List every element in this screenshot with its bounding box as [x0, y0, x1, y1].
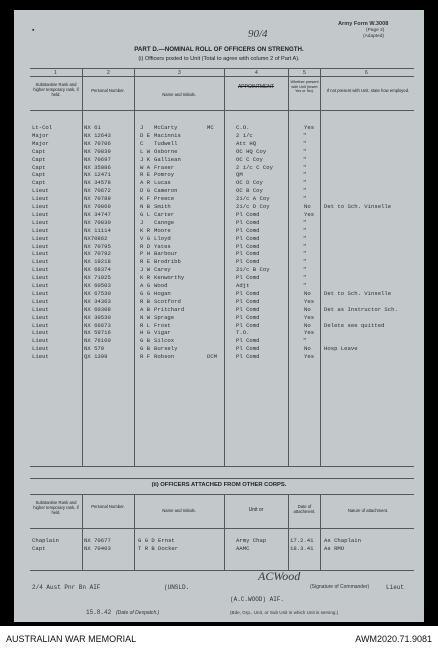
- cell-surname: Cameron: [154, 187, 178, 195]
- cell-surname: Lucas: [154, 179, 171, 187]
- cell-appointment: Pl Comd: [236, 210, 260, 218]
- cell-personal-number: NX 60503: [84, 282, 111, 289]
- cell-rank: Lieut: [32, 305, 49, 313]
- cell-initials: K R: [140, 226, 151, 234]
- header2-unit: Unit or: [248, 507, 264, 513]
- header2-personal-number: Personal Number.: [91, 504, 125, 509]
- cell-rank: Capt: [32, 147, 46, 155]
- cell-appointment: Pl Comd: [236, 234, 260, 242]
- cell-appointment: Pl Comd: [236, 313, 260, 321]
- cell-personal-number: NX 11114: [84, 226, 111, 234]
- cell-personal-number: NX 66673: [84, 321, 111, 329]
- cell-rank: Lt-Col: [32, 124, 53, 131]
- cell-personal-number: NX 70403: [84, 545, 111, 552]
- cell-present: Yes: [304, 297, 315, 305]
- cell-personal-number: NX 70789: [84, 195, 111, 203]
- footer-unit-name: 2/4 Aust Pnr Bn AIF: [32, 584, 101, 591]
- cell-initials: R E: [140, 171, 151, 179]
- cell-present: ": [303, 131, 307, 139]
- cell-rank: Lieut: [32, 234, 49, 242]
- cell-initials: L W: [140, 147, 151, 155]
- cell-rank: Lieut: [32, 282, 49, 289]
- cell-appointment: OC D Coy: [236, 179, 263, 187]
- footer-co-line: (A.C.WOOD) AIF.: [230, 596, 285, 603]
- cell-initials: V G: [140, 234, 151, 242]
- section2-title: (ii) OFFICERS ATTACHED FROM OTHER CORPS.: [151, 482, 287, 488]
- cell-surname: Pritchard: [154, 305, 185, 313]
- col-number-3: 3: [178, 70, 181, 76]
- cell-surname: Scotford: [154, 297, 181, 305]
- cell-surname: Moore: [154, 226, 171, 234]
- cell-present: ": [303, 139, 307, 147]
- cell-present: ": [303, 171, 307, 179]
- cell-rank: Lieut: [32, 203, 49, 210]
- cell-rank: Lieut: [32, 274, 49, 282]
- cell-present: ": [303, 218, 307, 226]
- cell-appointment: Pl Comd: [236, 353, 260, 361]
- cell-rank: Lieut: [32, 187, 49, 195]
- cell-rank: Lieut: [32, 218, 49, 226]
- cell-present: ": [303, 226, 307, 234]
- caption-institution: AUSTRALIAN WAR MEMORIAL: [6, 634, 137, 644]
- cell-appointment: QM: [236, 171, 243, 179]
- cell-rank: Lieut: [32, 250, 49, 258]
- cell-initials: D G: [140, 187, 151, 195]
- cell-initials: G B: [140, 337, 151, 345]
- cell-rank: Capt: [32, 171, 46, 179]
- cell-personal-number: NX 70697: [84, 155, 111, 163]
- cell-personal-number: NX 34363: [84, 297, 111, 305]
- cell-postnominal: DCM: [207, 353, 218, 361]
- cell-initials: D E: [140, 131, 151, 139]
- cell-nature: As Chaplain: [324, 537, 361, 544]
- cell-initials: R F: [140, 353, 151, 361]
- cell-initials: P H: [140, 250, 151, 258]
- cell-present: ": [303, 163, 307, 171]
- cell-appointment: OC B Coy: [236, 187, 263, 195]
- cell-initials: N B: [140, 203, 151, 210]
- cell-initials: G L: [140, 210, 151, 218]
- cell-present: ": [303, 266, 307, 274]
- cell-present: Yes: [304, 210, 315, 218]
- cell-personal-number: NX 59716: [84, 329, 111, 337]
- cell-surname: Preece: [154, 195, 175, 203]
- col-number-2: 2: [107, 70, 110, 76]
- cell-surname: Kenworthy: [154, 274, 185, 282]
- cell-initials: J K: [140, 155, 151, 163]
- cell-surname: Silcox: [154, 337, 175, 345]
- cell-rank: Lieut: [32, 266, 49, 274]
- cell-appointment: Pl Comd: [236, 321, 260, 329]
- cell-rank: Lieut: [32, 289, 49, 297]
- cell-present: ": [303, 234, 307, 242]
- cell-surname: Hogan: [154, 289, 171, 297]
- cell-surname: Lloyd: [154, 234, 171, 242]
- cell-personal-number: NX 76160: [84, 337, 111, 345]
- cell-present: ": [303, 274, 307, 282]
- cell-surname: Macinnis: [154, 131, 181, 139]
- cell-initials: G G: [140, 289, 151, 297]
- cell-unit: Army Chap: [236, 537, 267, 544]
- header-if-not-present: If not present with Unit, state how employed.: [326, 88, 410, 93]
- col-number-4: 4: [255, 70, 258, 76]
- cell-initials: K R: [140, 274, 151, 282]
- cell-appointment: Pl Comd: [236, 345, 260, 353]
- cell-present: No: [304, 345, 311, 353]
- form-adapted: (Adapted): [363, 34, 385, 39]
- cell-surname: Tudwell: [154, 139, 178, 147]
- cell-rank: Chaplain: [32, 537, 59, 544]
- document-sheet: [14, 10, 424, 622]
- cell-appointment: Pl Comd: [236, 305, 260, 313]
- header-personal-number: Personal Number.: [91, 88, 125, 93]
- cell-employed: Det as Instructor Sch.: [324, 305, 398, 313]
- cell-rank: Lieut: [32, 226, 49, 234]
- footer-date-label: (Date of Despatch.): [116, 610, 160, 616]
- cell-surname: Docker: [158, 545, 179, 552]
- cell-rank: Lieut: [32, 321, 49, 329]
- cell-surname: Fraser: [154, 163, 175, 171]
- cell-personal-number: NX 34578: [84, 179, 111, 187]
- cell-appointment: 2i/c B Coy: [236, 266, 270, 274]
- cell-appointment: Pl Comd: [236, 226, 260, 234]
- cell-appointment: 2i/c A Coy: [236, 195, 270, 203]
- cell-personal-number: NX 67530: [84, 289, 111, 297]
- part-title: PART D.—NOMINAL ROLL OF OFFICERS ON STRENGTH.: [134, 46, 304, 53]
- cell-surname: Robson: [154, 353, 175, 361]
- cell-rank: Capt: [32, 179, 46, 187]
- cell-employed: Hosp Leave: [324, 345, 358, 353]
- cell-appointment: 2 i/c C Coy: [236, 163, 273, 171]
- cell-present: No: [304, 305, 311, 313]
- cell-present: Yes: [304, 353, 315, 361]
- cell-appointment: Att HQ: [236, 139, 257, 147]
- form-name: Army Form W.3008: [338, 21, 389, 27]
- cell-appointment: Pl Comd: [236, 250, 260, 258]
- cell-surname: Pomroy: [154, 171, 175, 179]
- cell-personal-number: NX 19218: [84, 258, 111, 266]
- cell-rank: Lieut: [32, 353, 49, 361]
- cell-rank: Lieut: [32, 313, 49, 321]
- header2-nature: Nature of attachment.: [347, 508, 389, 513]
- cell-date: 17.2.41: [290, 537, 314, 544]
- cell-rank: Lieut: [32, 345, 49, 353]
- cell-initials: J: [140, 124, 144, 131]
- cell-surname: Bursely: [154, 345, 178, 353]
- handwritten-signature: ACWood: [258, 569, 301, 583]
- cell-appointment: 2 i/c: [236, 131, 253, 139]
- cell-appointment: Pl Comd: [236, 258, 260, 266]
- cell-rank: Lieut: [32, 242, 49, 250]
- col-number-6: 6: [365, 70, 368, 76]
- cell-present: Yes: [304, 329, 315, 337]
- cell-rank: Lieut: [32, 297, 49, 305]
- cell-personal-number: NX 61: [84, 124, 101, 131]
- cell-personal-number: NX 70795: [84, 242, 111, 250]
- cell-initials: R B: [140, 297, 151, 305]
- cell-surname: Osborne: [154, 147, 178, 155]
- section1-title: (i) Officers posted to Unit (Total to agree with column 2 of Part A).: [138, 56, 300, 62]
- footer-date: 15.8.42: [86, 609, 112, 616]
- cell-initials: C: [140, 139, 144, 147]
- archive-caption-bar: [0, 626, 438, 653]
- cell-surname: Yates: [154, 242, 171, 250]
- cell-employed: Det to Sch. Vinselle: [324, 289, 392, 297]
- cell-present: ": [303, 195, 307, 203]
- footer-unit-sig: (UNSLD.: [164, 584, 190, 591]
- col-number-5: 5: [303, 70, 306, 76]
- header2-name: Name and Initials.: [162, 508, 196, 513]
- cell-nature: As RMO: [324, 545, 345, 552]
- handwritten-ref: 90/4: [248, 28, 268, 40]
- cell-appointment: OC C Coy: [236, 155, 263, 163]
- cell-personal-number: NX 70839: [84, 147, 111, 155]
- cell-personal-number: NX 68374: [84, 266, 111, 274]
- cell-initials: J: [140, 218, 144, 226]
- cell-present: ": [303, 250, 307, 258]
- cell-present: Yes: [304, 124, 315, 131]
- form-page: (Page 2): [366, 28, 385, 33]
- cell-personal-number: NX 579: [84, 345, 105, 353]
- cell-personal-number: NX 30530: [84, 313, 111, 321]
- cell-present: ": [303, 337, 307, 345]
- cell-employed: Delete see quitted: [324, 321, 385, 329]
- cell-surname: Galliean: [154, 155, 181, 163]
- hole-mark: ▪: [32, 26, 35, 34]
- footer-bde-label: (Bde, Grp., Unit, or Sub Unit in which Unit is serving.): [230, 610, 339, 615]
- cell-surname: Wood: [154, 282, 168, 289]
- cell-initials: G G D: [138, 537, 155, 544]
- cell-personal-number: NX 60308: [84, 305, 111, 313]
- header-name: Name and Initials.: [162, 92, 196, 97]
- cell-personal-number: NX 34747: [84, 210, 111, 218]
- cell-appointment: T.O.: [236, 329, 250, 337]
- cell-present: ": [303, 258, 307, 266]
- cell-personal-number: NX 70677: [84, 537, 111, 544]
- col-number-1: 1: [54, 70, 57, 76]
- cell-initials: R D: [140, 242, 151, 250]
- cell-rank: Capt: [32, 545, 46, 552]
- cell-surname: Cannge: [154, 218, 175, 226]
- cell-surname: Brodribb: [154, 258, 181, 266]
- cell-rank: Lieut: [32, 329, 49, 337]
- cell-personal-number: NX 70672: [84, 187, 111, 195]
- cell-initials: K F: [140, 195, 151, 203]
- cell-rank: Capt: [32, 155, 46, 163]
- cell-personal-number: NX 35086: [84, 163, 111, 171]
- cell-present: ": [303, 282, 307, 289]
- cell-appointment: Pl Comd: [236, 218, 260, 226]
- cell-initials: A R: [140, 179, 151, 187]
- cell-initials: A G: [140, 282, 151, 289]
- cell-rank: Major: [32, 139, 49, 147]
- cell-initials: T R B: [138, 545, 155, 552]
- cell-initials: H G: [140, 329, 151, 337]
- cell-personal-number: NX70862: [84, 234, 108, 242]
- cell-appointment: Pl Comd: [236, 274, 260, 282]
- cell-initials: N W: [140, 313, 151, 321]
- cell-rank: Major: [32, 131, 49, 139]
- cell-date: 18.3.41: [290, 545, 314, 552]
- cell-initials: R L: [140, 321, 151, 329]
- cell-initials: R E: [140, 258, 151, 266]
- cell-appointment: Pl Comd: [236, 337, 260, 345]
- cell-appointment: Pl Comd: [236, 297, 260, 305]
- cell-present: ": [303, 155, 307, 163]
- cell-surname: Ernst: [158, 537, 175, 544]
- cell-initials: W A: [140, 163, 151, 171]
- cell-surname: Sprage: [154, 313, 175, 321]
- cell-initials: G B: [140, 345, 151, 353]
- cell-rank: Lieut: [32, 258, 49, 266]
- cell-employed: Det to Sch. Vinselle: [324, 203, 392, 210]
- cell-appointment: C.O.: [236, 124, 250, 131]
- cell-rank: Capt: [32, 163, 46, 171]
- header-rank: Substantive Rank and higher temporary rank, if held.: [33, 82, 79, 97]
- header2-date: Date of attachment.: [293, 504, 316, 514]
- cell-personal-number: NX 12471: [84, 171, 111, 179]
- cell-present: ": [303, 179, 307, 187]
- cell-present: No: [304, 321, 311, 329]
- cell-surname: Vigar: [154, 329, 171, 337]
- cell-present: No: [304, 203, 311, 210]
- cell-initials: J W: [140, 266, 151, 274]
- header2-rank: Substantive Rank and higher temporary rank, if held.: [33, 500, 79, 515]
- cell-initials: A B: [140, 305, 151, 313]
- cell-personal-number: NX 70869: [84, 203, 111, 210]
- cell-present: No: [304, 289, 311, 297]
- cell-present: ": [303, 187, 307, 195]
- cell-personal-number: QX 1399: [84, 353, 108, 361]
- cell-personal-number: NX 71025: [84, 274, 111, 282]
- cell-rank: Lieut: [32, 195, 49, 203]
- cell-appointment: Adjt: [236, 282, 250, 289]
- header-whether-present: Whether present with Unit (insert Yes or No).: [290, 80, 319, 93]
- cell-present: ": [303, 147, 307, 155]
- cell-surname: Carter: [154, 210, 175, 218]
- cell-personal-number: NX 70706: [84, 139, 111, 147]
- footer-sig-caption: (Signature of Commander): [310, 584, 370, 590]
- header-appointment: APPOINTMENT: [237, 84, 275, 90]
- cell-personal-number: NX 70830: [84, 218, 111, 226]
- cell-surname: Carey: [154, 266, 171, 274]
- cell-surname: Barbour: [154, 250, 178, 258]
- cell-surname: McCarty: [154, 124, 178, 131]
- cell-surname: Frost: [154, 321, 171, 329]
- cell-present: ": [303, 242, 307, 250]
- cell-surname: Smith: [154, 203, 171, 210]
- caption-accession: AWM2020.71.9081: [355, 634, 432, 644]
- cell-rank: Lieut: [32, 337, 49, 345]
- cell-appointment: Pl Comd: [236, 289, 260, 297]
- cell-rank: Lieut: [32, 210, 49, 218]
- cell-personal-number: NX 70792: [84, 250, 111, 258]
- cell-personal-number: NX 12643: [84, 131, 111, 139]
- cell-appointment: OC HQ Coy: [236, 147, 267, 155]
- cell-appointment: Pl Comd: [236, 242, 260, 250]
- cell-unit: AAMC: [236, 545, 250, 552]
- cell-appointment: 2i/c D Coy: [236, 203, 270, 210]
- cell-postnominal: MC: [207, 124, 214, 131]
- footer-sig-rank: Lieut: [386, 584, 405, 591]
- cell-present: Yes: [304, 313, 315, 321]
